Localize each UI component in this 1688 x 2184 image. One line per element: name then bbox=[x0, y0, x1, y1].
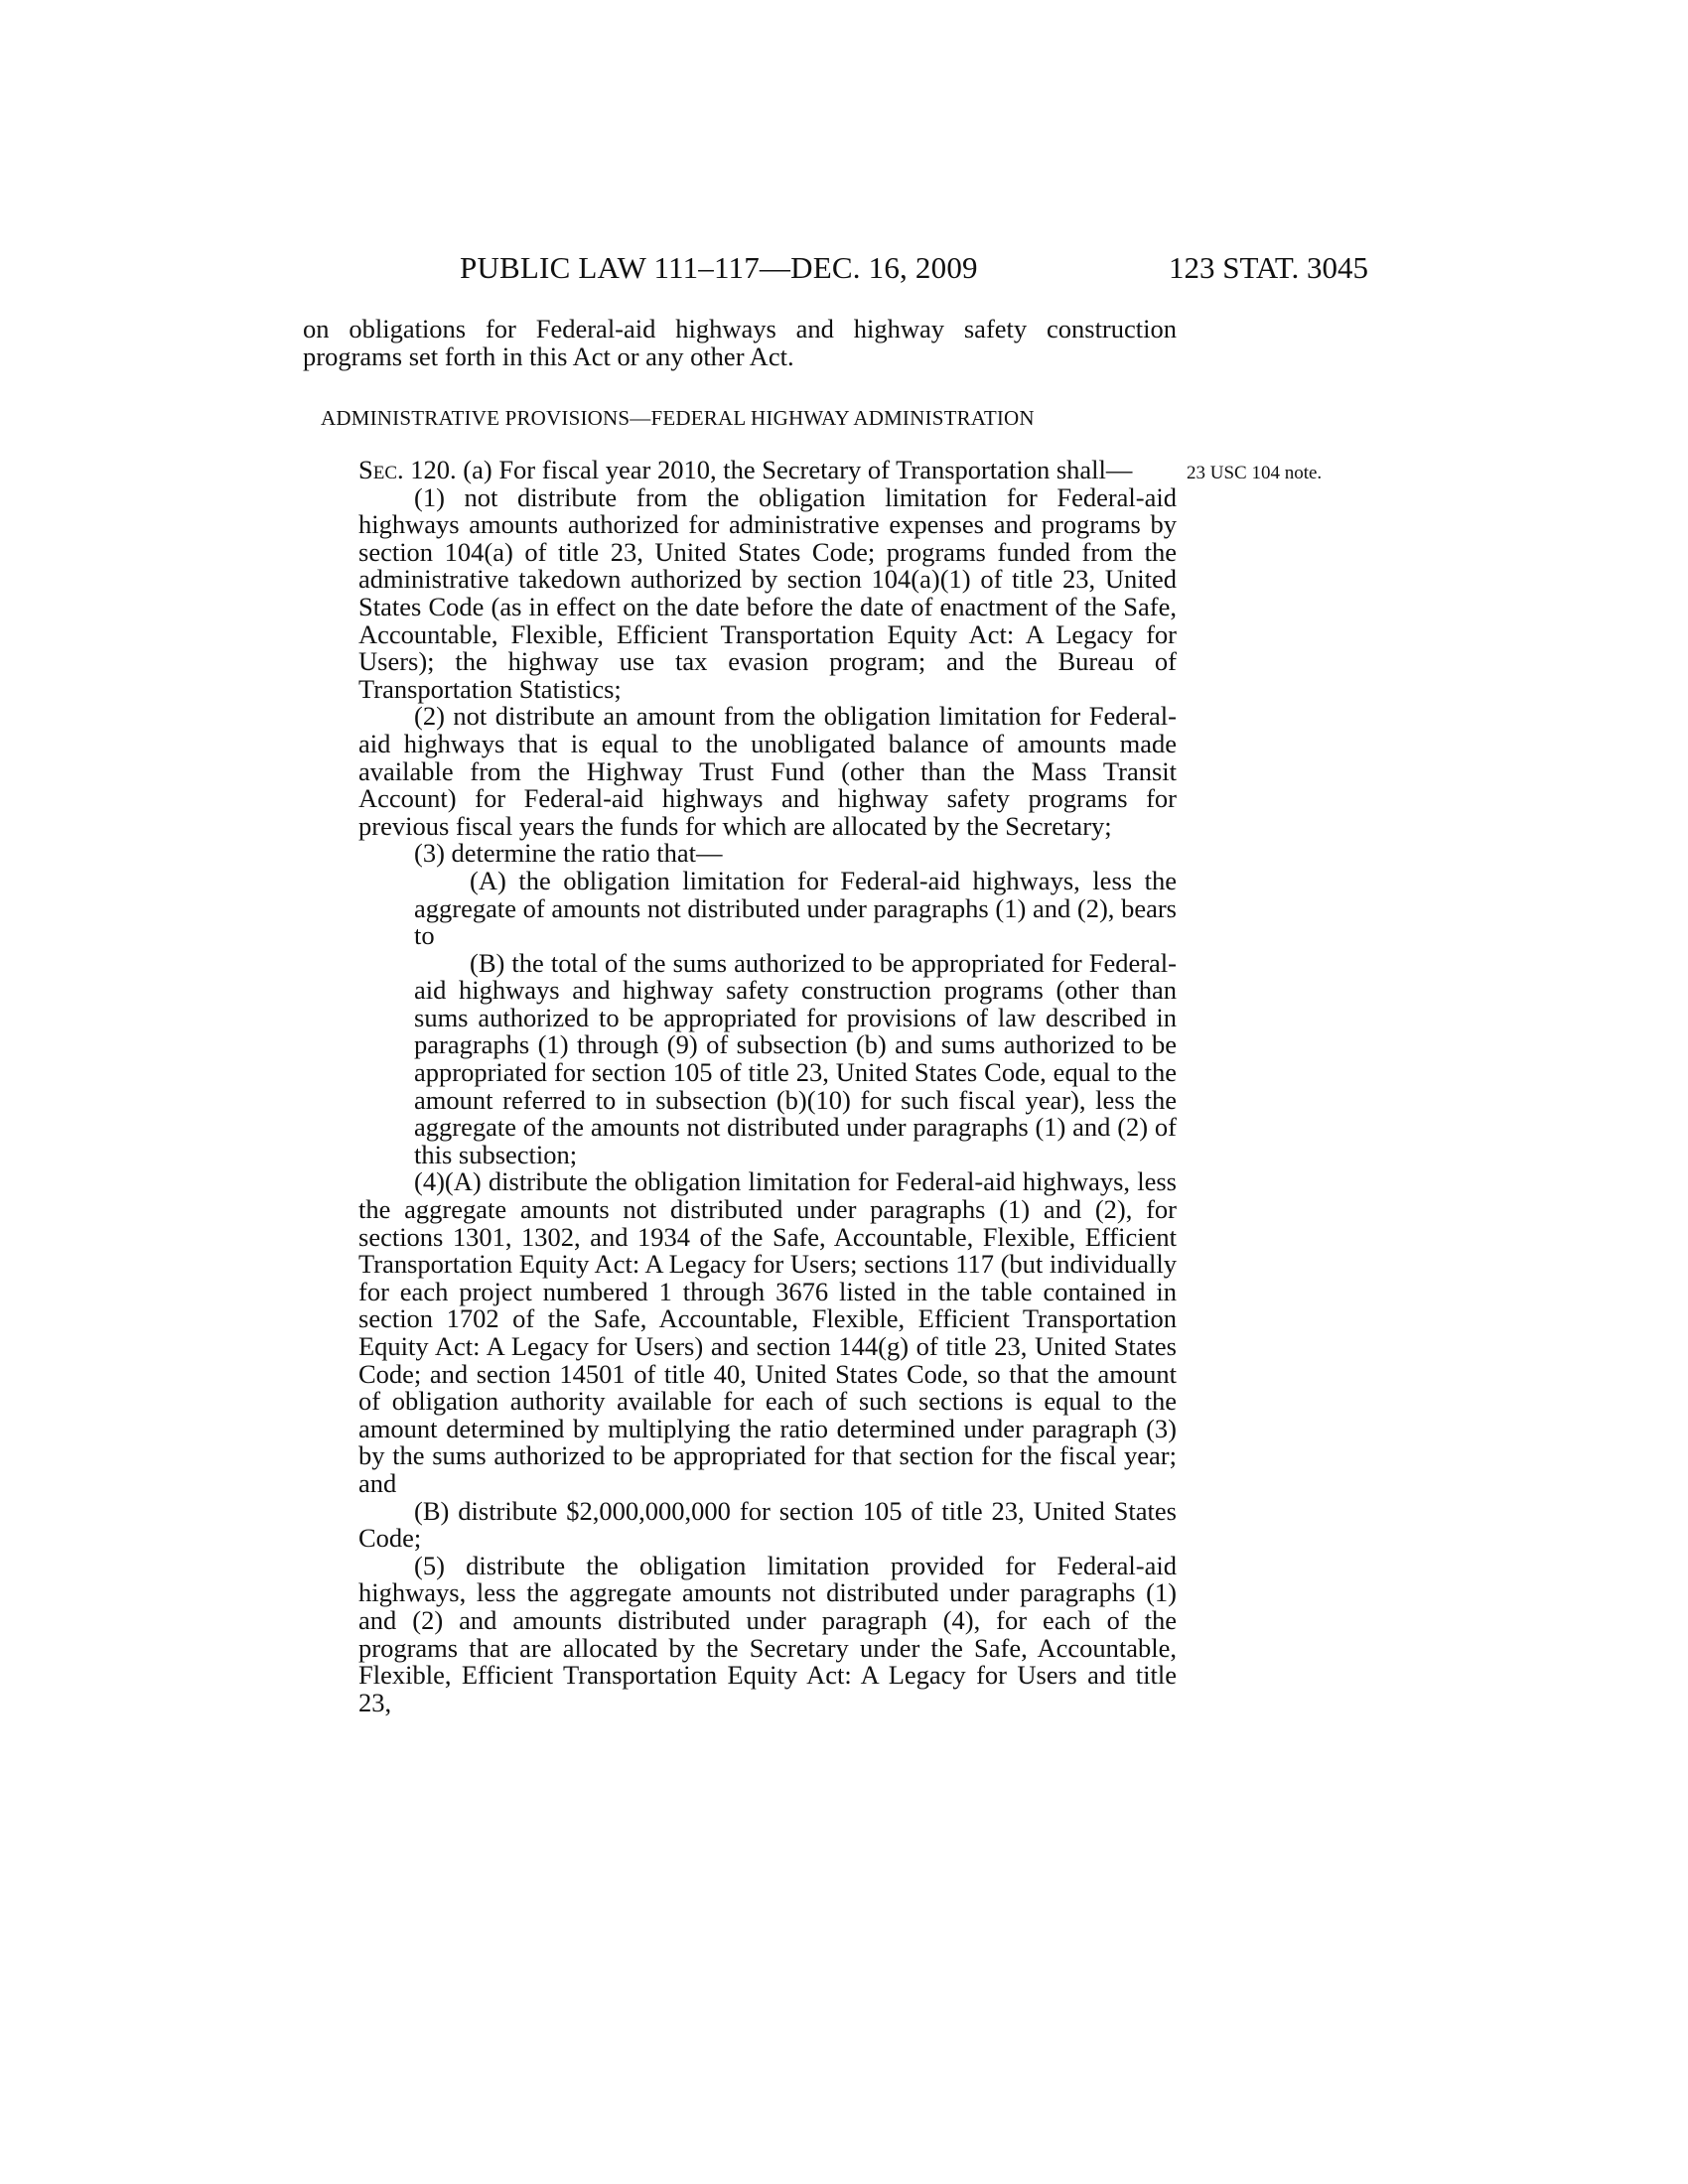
section-intro-text: 120. (a) For fiscal year 2010, the Secretary of Transportation shall— bbox=[410, 455, 1133, 484]
section-intro-paragraph bbox=[303, 457, 1177, 484]
section-heading: ADMINISTRATIVE PROVISIONS—FEDERAL HIGHWAY ADMINISTRATION bbox=[321, 406, 1035, 430]
margin-note: 23 USC 104 note. bbox=[1187, 463, 1323, 483]
subparagraph-4b: (B) distribute $2,000,000,000 for section 105 of title 23, United States Code; bbox=[358, 1495, 1177, 1554]
page-header-title: PUBLIC LAW 111–117—DEC. 16, 2009 bbox=[460, 250, 978, 285]
paragraph-4a: (4)(A) distribute the obligation limitation for Federal-aid highways, less the aggregate amounts not distributed under paragraphs (1) and (2), for sections 1301, 1302, and 1934 of the Safe, Accountable, Flexible, Efficient Transportation Equity Act: A Legacy for Users; sections 117 (but individually for each project numbered 1 through 3676 listed in the table contained in section 1702 of the Safe, Accountable, Flexible, Efficient Transportation Equity Act: A Legacy for Users) and section 144(g) of title 23, United States Code; and section 14501 of title 40, United States Code, so that the amount of obligation authority available for each of such sections is equal to the amount determined by multiplying the ratio determined under paragraph (3) by the sums authorized to be appropriated for that section for the fiscal year; and bbox=[358, 1166, 1177, 1498]
paragraph-3: (3) determine the ratio that— bbox=[414, 838, 723, 869]
page-header-stat-citation: 123 STAT. 3045 bbox=[1168, 250, 1368, 285]
subparagraph-3a: (A) the obligation limitation for Federal-aid highways, less the aggregate of amounts not distributed under paragraphs (1) and (2), bears to bbox=[414, 865, 1177, 951]
paragraph-1: (1) not distribute from the obligation limitation for Federal-aid highways amounts authorized for administrative expenses and programs by section 104(a) of title 23, United States Code; programs funded from the administrative takedown authorized by section 104(a)(1) of title 23, United States Code (as in effect on the date before the date of enactment of the Safe, Accountable, Flexible, Efficient Transportation Equity Act: A Legacy for Users); the highway use tax evasion program; and the Bureau of Transportation Statistics; bbox=[358, 481, 1177, 704]
paragraph-2: (2) not distribute an amount from the obligation limitation for Federal-aid highways that is equal to the unobligated balance of amounts made available from the Highway Trust Fund (other than the Mass Transit Account) for Federal-aid highways and highway safety programs for previous fiscal years the funds for which are allocated by the Secretary; bbox=[358, 701, 1177, 841]
paragraph-5: (5) distribute the obligation limitation provided for Federal-aid highways, less the aggregate amounts not distributed under paragraphs (1) and (2) and amounts distributed under paragraph (4), for each of the programs that are allocated by the Secretary under the Safe, Accountable, Flexible, Efficient Transportation Equity Act: A Legacy for Users and title 23, bbox=[358, 1550, 1177, 1717]
section-label: Sec. bbox=[358, 455, 404, 484]
subparagraph-3b: (B) the total of the sums authorized to be appropriated for Federal-aid highways and highway safety construction programs (other than sums authorized to be appropriated for provisions of law described in paragraphs (1) through (9) of subsection (b) and sums authorized to be appropriated for section 105 of title 23, United States Code, equal to the amount referred to in subsection (b)(10) for such fiscal year), less the aggregate of the amounts not distributed under paragraphs (1) and (2) of this subsection; bbox=[414, 947, 1177, 1169]
continuation-paragraph: on obligations for Federal-aid highways and highway safety construction programs set forth in this Act or any other Act. bbox=[303, 314, 1177, 371]
section-120-text bbox=[303, 457, 1177, 1716]
